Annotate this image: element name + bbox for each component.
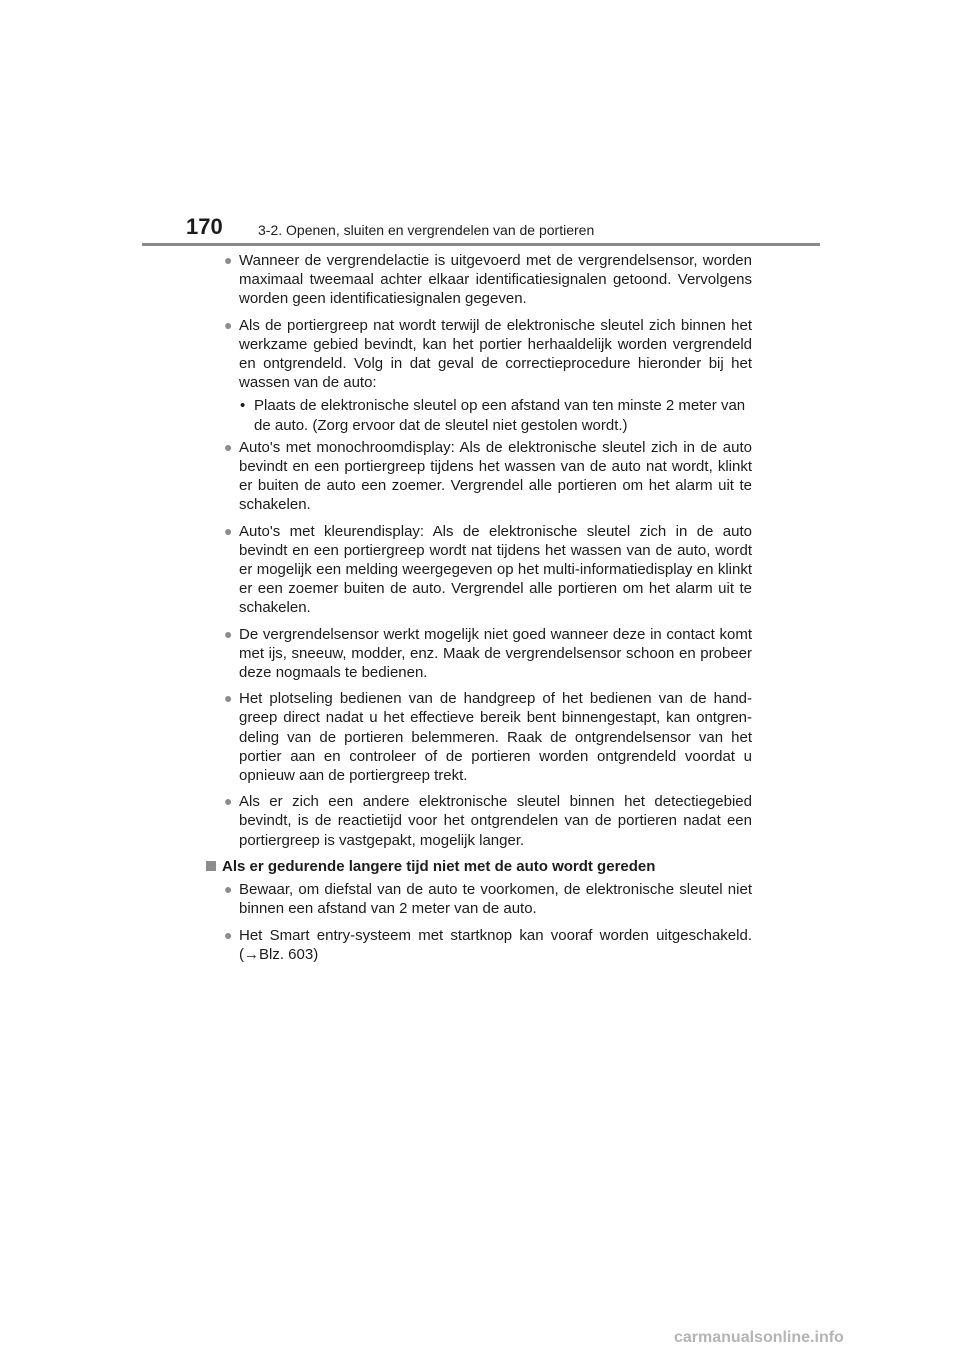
circle-bullet-icon: ● <box>224 793 233 810</box>
header-divider <box>142 243 820 246</box>
circle-bullet-icon: ● <box>224 316 233 333</box>
list-item <box>222 522 752 618</box>
item-text: Wanneer de vergrendelactie is uitgevoerd met de vergrendelsensor, worden maximaal tweemaal achter elkaar identificatiesignalen getoond. Vervolgens worden geen identificatiesignalen gegeven. <box>239 252 752 308</box>
circle-bullet-icon: ● <box>224 252 233 268</box>
circle-bullet-icon: ● <box>224 690 233 707</box>
item-text: Bewaar, om diefstal van de auto te voorkomen, de elektronische sleutel niet binnen een afstand van 2 meter van de auto. <box>239 881 752 918</box>
list-item <box>222 792 752 850</box>
list-item <box>222 880 752 918</box>
section-title: 3-2. Openen, sluiten en vergrendelen van de portieren <box>258 222 595 238</box>
circle-bullet-icon: ● <box>224 625 233 642</box>
list-item <box>222 625 752 683</box>
item-text: Auto's met monochroomdisplay: Als de elektronische sleutel zich in de auto bevindt en een portiergreep tijdens het wassen van de auto nat wordt, klinkt er buiten de auto een zoemer. Vergrendel alle portieren om het alarm uit te schakelen. <box>239 438 752 514</box>
list-item <box>222 926 752 964</box>
page-number: 170 <box>186 214 223 239</box>
circle-bullet-icon: ● <box>224 881 233 898</box>
item-text: Het plotseling bedienen van de handgreep of het bedienen van de hand-greep direct nadat u het effectieve bereik bent binnengestapt, kan ontgren-deling van de portieren belemmeren. Raak de ontgrendelsensor van het portier aan en controleer of de portieren worden ontgrendeld voordat u opnieuw aan de portiergreep trekt. <box>239 690 752 785</box>
circle-bullet-icon: ● <box>224 522 233 539</box>
item-text: Als er zich een andere elektronische sleutel binnen het detectiegebied bevindt, is de reactietijd voor het ontgrendelen van de portieren nadat een portiergreep is vastgepakt, mogelijk langer. <box>239 793 752 849</box>
circle-bullet-icon: ● <box>224 926 233 943</box>
list-item <box>222 251 752 309</box>
sub-item-text: Plaats de elektronische sleutel op een afstand van ten minste 2 meter van de auto. (Zorg ervoor dat de sleutel niet gestolen wordt.) <box>254 397 746 434</box>
list-item <box>222 316 752 393</box>
item-text: De vergrendelsensor werkt mogelijk niet goed wanneer deze in contact komt met ijs, sneeuw, modder, enz. Maak de vergrendelsensor schoon en probeer deze nogmaals te bedienen. <box>239 625 752 682</box>
subsection-heading <box>205 857 752 876</box>
circle-bullet-icon: ● <box>224 438 233 455</box>
item-text: Auto's met kleurendisplay: Als de elektronische sleutel zich in de auto bevindt en een portiergreep wordt nat tijdens het wassen van de auto, wordt er mogelijk een melding weergegeven op het multi-informatiedisplay en klinkt er een zoemer buiten de auto. Vergrendel alle portieren om het alarm uit te schakelen. <box>239 522 752 617</box>
sub-list-item <box>222 396 752 434</box>
square-bullet-icon <box>206 861 216 871</box>
page-content <box>222 251 752 971</box>
item-text: Als de portiergreep nat wordt terwijl de elektronische sleutel zich binnen het werkzame gebied bevindt, kan het portier herhaaldelijk worden vergrendeld en ontgrendeld. Volg in dat geval de correctieprocedure hieronder bij het wassen van de auto: <box>239 316 752 392</box>
heading-text: Als er gedurende langere tijd niet met de auto wordt gereden <box>222 857 656 875</box>
dot-bullet-icon: • <box>240 397 246 415</box>
item-text: Het Smart entry-systeem met startknop kan vooraf worden uitgeschakeld. (→Blz. 603) <box>239 926 752 963</box>
watermark-text: carmanualsonline.info <box>674 1329 844 1346</box>
list-item <box>222 689 752 785</box>
list-item <box>222 438 752 515</box>
